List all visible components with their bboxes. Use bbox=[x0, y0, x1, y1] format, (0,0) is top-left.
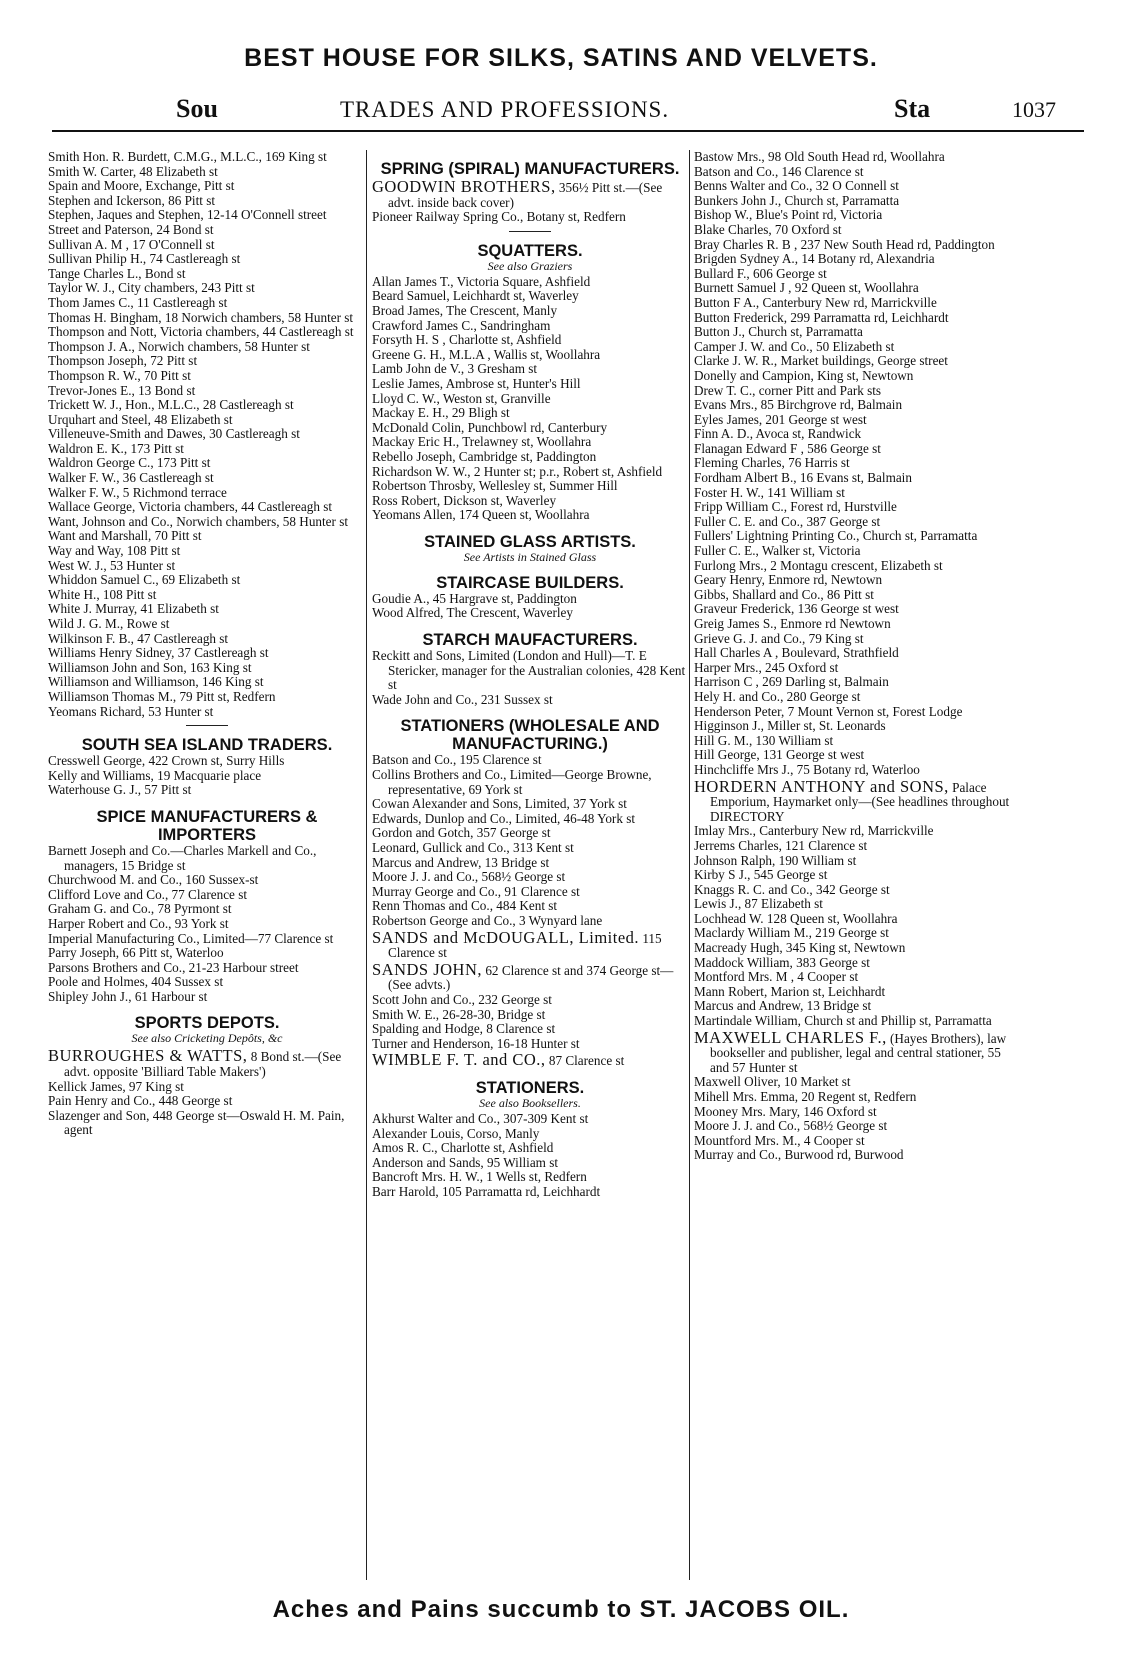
directory-entry: Crawford James C., Sandringham bbox=[372, 317, 551, 333]
directory-entry: Bastow Mrs., 98 Old South Head rd, Woollahra bbox=[694, 149, 945, 164]
directory-entry: Bancroft Mrs. H. W., 1 Wells st, Redfern bbox=[372, 1169, 587, 1185]
directory-entry: Amos R. C., Charlotte st, Ashfield bbox=[372, 1140, 554, 1156]
featured-detail: 356½ Pitt st.—(See advt. inside back cover) bbox=[388, 180, 663, 210]
directory-entry: Imperial Manufacturing Co., Limited—77 Clarence st bbox=[48, 930, 334, 946]
featured-detail: 62 Clarence st and 374 George st—(See advts.) bbox=[388, 962, 674, 993]
directory-entry: Lamb John de V., 3 Gresham st bbox=[372, 361, 538, 377]
directory-entry: Fuller C. E., Walker st, Victoria bbox=[694, 543, 861, 559]
directory-entry: Maxwell Oliver, 10 Market st bbox=[694, 1074, 851, 1090]
directory-entry: Eyles James, 201 George st west bbox=[694, 411, 867, 427]
section-see-also: See also Cricketing Depôts, &c bbox=[131, 1031, 283, 1046]
directory-entry: Sullivan Philip H., 74 Castlereagh st bbox=[48, 251, 241, 267]
directory-entry: Pain Henry and Co., 448 George st bbox=[48, 1093, 233, 1109]
column-1 bbox=[48, 150, 366, 1138]
directory-entry: Thompson J. A., Norwich chambers, 58 Hunter st bbox=[48, 338, 310, 354]
directory-entry: Yeomans Richard, 53 Hunter st bbox=[48, 703, 214, 719]
header-title: TRADES AND PROFESSIONS. bbox=[340, 97, 670, 122]
directory-entry: Marcus and Andrew, 13 Bridge st bbox=[372, 854, 550, 870]
directory-entry: Harrison C , 269 Darling st, Balmain bbox=[694, 674, 889, 690]
column-3 bbox=[694, 150, 1018, 1163]
section-see-also: See Artists in Stained Glass bbox=[463, 549, 597, 564]
directory-entry: Wallace George, Victoria chambers, 44 Castlereagh st bbox=[48, 499, 333, 515]
directory-entry: Fripp William C., Forest rd, Hurstville bbox=[694, 499, 897, 515]
directory-entry: Urquhart and Steel, 48 Elizabeth st bbox=[48, 411, 233, 427]
directory-entry: Villeneuve-Smith and Dawes, 30 Castlereagh st bbox=[48, 426, 300, 442]
directory-entry: Barnett Joseph and Co.—Charles Markell and Co., managers, 15 Bridge st bbox=[48, 842, 317, 873]
featured-detail: Palace Emporium, Haymarket only—(See headlines throughout DIRECTORY bbox=[710, 779, 1010, 824]
directory-entry: Mooney Mrs. Mary, 146 Oxford st bbox=[694, 1103, 877, 1119]
directory-entry: Walker F. W., 36 Castlereagh st bbox=[48, 470, 214, 486]
directory-entry: Fleming Charles, 76 Harris st bbox=[694, 455, 850, 471]
directory-entry: Smith Hon. R. Burdett, C.M.G., M.L.C., 169 King st bbox=[48, 149, 327, 164]
section-heading: SPORTS DEPOTS. bbox=[134, 1014, 280, 1033]
section-see-also: See also Booksellers. bbox=[479, 1095, 581, 1110]
directory-entry: Waldron E. K., 173 Pitt st bbox=[48, 440, 184, 456]
directory-entry: Way and Way, 108 Pitt st bbox=[48, 543, 181, 559]
column-divider bbox=[689, 150, 690, 1580]
directory-entry: Richardson W. W., 2 Hunter st; p.r., Robert st, Ashfield bbox=[372, 463, 663, 479]
directory-entry: Forsyth H. S , Charlotte st, Ashfield bbox=[372, 332, 562, 348]
directory-entry: Stephen and Ickerson, 86 Pitt st bbox=[48, 192, 216, 208]
directory-entry: Spalding and Hodge, 8 Clarence st bbox=[372, 1021, 556, 1037]
section-heading: STAINED GLASS ARTISTS. bbox=[424, 532, 636, 551]
featured-detail: 8 Bond st.—(See advt. opposite 'Billiard Table Makers') bbox=[64, 1049, 342, 1080]
featured-entry bbox=[372, 929, 688, 961]
header-right-guide: Sta bbox=[894, 94, 931, 123]
directory-entry: Walker F. W., 5 Richmond terrace bbox=[48, 484, 227, 500]
directory-entry: Churchwood M. and Co., 160 Sussex-st bbox=[48, 872, 259, 888]
directory-entry: Blake Charles, 70 Oxford st bbox=[694, 221, 842, 237]
directory-entry: Thomas H. Bingham, 18 Norwich chambers, 58 Hunter st bbox=[48, 309, 354, 325]
directory-entry: Hely H. and Co., 280 George st bbox=[694, 688, 861, 704]
directory-entry: Batson and Co., 195 Clarence st bbox=[372, 752, 542, 768]
directory-entry: Thom James C., 11 Castlereagh st bbox=[48, 294, 228, 310]
directory-entry: Barr Harold, 105 Parramatta rd, Leichhardt bbox=[372, 1183, 601, 1199]
directory-entry: Kirby S J., 545 George st bbox=[694, 867, 828, 883]
directory-entry: Kelly and Williams, 19 Macquarie place bbox=[48, 767, 262, 783]
directory-entry: Lochhead W. 128 Queen st, Woollahra bbox=[694, 910, 898, 926]
directory-entry: Scott John and Co., 232 George st bbox=[372, 991, 552, 1007]
directory-entry: Gordon and Gotch, 357 George st bbox=[372, 825, 551, 841]
directory-entry: Mackay Eric H., Trelawney st, Woollahra bbox=[372, 434, 592, 450]
directory-entry: Camper J. W. and Co., 50 Elizabeth st bbox=[694, 338, 895, 354]
directory-entry: Graveur Frederick, 136 George st west bbox=[694, 601, 899, 617]
featured-detail: (Hayes Brothers), law bookseller and publisher, legal and central stationer, 55 and 57 Hunter st bbox=[710, 1030, 1007, 1075]
directory-entry: Trickett W. J., Hon., M.L.C., 28 Castlereagh st bbox=[48, 397, 294, 413]
directory-entry: Street and Paterson, 24 Bond st bbox=[48, 221, 214, 237]
directory-entry: Edwards, Dunlop and Co., Limited, 46-48 York st bbox=[372, 810, 636, 826]
directory-entry: Parry Joseph, 66 Pitt st, Waterloo bbox=[48, 945, 224, 961]
section-heading: SOUTH SEA ISLAND TRADERS. bbox=[81, 736, 333, 755]
column-2 bbox=[372, 150, 688, 1199]
directory-entry: Mackay E. H., 29 Bligh st bbox=[372, 405, 510, 421]
directory-entry: Mihell Mrs. Emma, 20 Regent st, Redfern bbox=[694, 1089, 917, 1104]
directory-entry: Geary Henry, Enmore rd, Newtown bbox=[694, 572, 883, 588]
directory-entry: Martindale William, Church st and Phillip st, Parramatta bbox=[694, 1013, 992, 1029]
directory-entry: Smith W. E., 26-28-30, Bridge st bbox=[372, 1006, 546, 1022]
section-heading: STARCH MAUFACTURERS. bbox=[422, 631, 638, 650]
directory-entry: Graham G. and Co., 78 Pyrmont st bbox=[48, 901, 232, 917]
directory-entry: Beard Samuel, Leichhardt st, Waverley bbox=[372, 288, 579, 304]
directory-entry: Hall Charles A , Boulevard, Strathfield bbox=[694, 645, 899, 661]
directory-entry: West W. J., 53 Hunter st bbox=[48, 557, 176, 573]
directory-entry: Button J., Church st, Parramatta bbox=[694, 324, 863, 340]
directory-entry: Bunkers John J., Church st, Parramatta bbox=[694, 192, 900, 208]
directory-entry: Hill G. M., 130 William st bbox=[694, 732, 834, 748]
section-heading: SPICE MANUFACTURERS & IMPORTERS bbox=[96, 807, 318, 844]
featured-name: HORDERN ANTHONY and SONS, bbox=[694, 776, 949, 796]
bottom-banner: Aches and Pains succumb to ST. JACOBS OIL. bbox=[272, 1596, 850, 1623]
featured-name: GOODWIN BROTHERS, bbox=[372, 177, 556, 196]
directory-entry: Fuller C. E. and Co., 387 George st bbox=[694, 513, 881, 529]
directory-entry: White H., 108 Pitt st bbox=[48, 586, 157, 602]
header-left-guide: Sou bbox=[176, 94, 218, 123]
section-heading: STAIRCASE BUILDERS. bbox=[436, 573, 624, 592]
directory-entry: Williams Henry Sidney, 37 Castlereagh st bbox=[48, 645, 269, 661]
directory-entry: Mountford Mrs. M., 4 Cooper st bbox=[694, 1132, 865, 1148]
featured-entry bbox=[694, 778, 1018, 825]
column-divider bbox=[366, 150, 367, 1580]
directory-entry: Poole and Holmes, 404 Sussex st bbox=[48, 974, 224, 990]
directory-entry: Jerrems Charles, 121 Clarence st bbox=[694, 837, 868, 853]
directory-entry: Hill George, 131 George st west bbox=[694, 747, 865, 763]
directory-entry: Bishop W., Blue's Point rd, Victoria bbox=[694, 207, 883, 223]
directory-entry: Smith W. Carter, 48 Elizabeth st bbox=[48, 163, 218, 179]
directory-entry: Leslie James, Ambrose st, Hunter's Hill bbox=[372, 375, 581, 391]
directory-entry: Imlay Mrs., Canterbury New rd, Marrickville bbox=[694, 823, 934, 839]
featured-name: MAXWELL CHARLES F., bbox=[694, 1027, 887, 1047]
directory-entry: Goudie A., 45 Hargrave st, Paddington bbox=[372, 590, 577, 606]
directory-entry: Rebello Joseph, Cambridge st, Paddington bbox=[372, 448, 597, 464]
directory-entry: Anderson and Sands, 95 William st bbox=[372, 1154, 559, 1170]
directory-entry: Benns Walter and Co., 32 O Connell st bbox=[694, 178, 899, 194]
directory-entry: Cresswell George, 422 Crown st, Surry Hills bbox=[48, 753, 285, 769]
directory-entry: Wilkinson F. B., 47 Castlereagh st bbox=[48, 630, 229, 646]
featured-detail: 115 Clarence st bbox=[388, 930, 662, 961]
directory-entry: Renn Thomas and Co., 484 Kent st bbox=[372, 898, 558, 914]
directory-entry: Clarke J. W. R., Market buildings, George street bbox=[694, 353, 948, 369]
section-heading: STATIONERS. bbox=[475, 1078, 585, 1097]
directory-entry: Ross Robert, Dickson st, Waverley bbox=[372, 492, 557, 508]
directory-entry: Broad James, The Crescent, Manly bbox=[372, 302, 558, 318]
directory-entry: Turner and Henderson, 16-18 Hunter st bbox=[372, 1035, 580, 1051]
directory-entry: Harper Mrs., 245 Oxford st bbox=[694, 659, 839, 675]
directory-entry: Fordham Albert B., 16 Evans st, Balmain bbox=[694, 470, 912, 486]
directory-entry: Gibbs, Shallard and Co., 86 Pitt st bbox=[694, 586, 874, 602]
directory-entry: Greene G. H., M.L.A , Wallis st, Woollahra bbox=[372, 346, 601, 362]
directory-entry: Murray George and Co., 91 Clarence st bbox=[372, 883, 580, 899]
directory-entry: Williamson and Williamson, 146 King st bbox=[48, 674, 264, 690]
directory-entry: Lewis J., 87 Elizabeth st bbox=[694, 896, 823, 912]
directory-entry: Pioneer Railway Spring Co., Botany st, Redfern bbox=[372, 209, 626, 225]
directory-entry: White J. Murray, 41 Elizabeth st bbox=[48, 601, 219, 617]
directory-entry: Thompson and Nott, Victoria chambers, 44 Castlereagh st bbox=[48, 324, 354, 340]
directory-entry: Williamson John and Son, 163 King st bbox=[48, 659, 252, 675]
featured-detail: 87 Clarence st bbox=[545, 1053, 625, 1069]
directory-entry: Want and Marshall, 70 Pitt st bbox=[48, 528, 202, 544]
section-see-also: See also Graziers bbox=[487, 258, 573, 273]
directory-entry: Thompson R. W., 70 Pitt st bbox=[48, 367, 191, 383]
directory-entry: Collins Brothers and Co., Limited—George Browne, representative, 69 York st bbox=[372, 767, 652, 797]
directory-entry: Whiddon Samuel C., 69 Elizabeth st bbox=[48, 572, 241, 588]
directory-entry: Grieve G. J. and Co., 79 King st bbox=[694, 630, 864, 646]
directory-entry: Robertson Throsby, Wellesley st, Summer Hill bbox=[372, 478, 618, 494]
directory-entry: Foster H. W., 141 William st bbox=[694, 484, 845, 500]
directory-entry: Finn A. D., Avoca st, Randwick bbox=[694, 426, 862, 442]
section-heading: STATIONERS (WHOLESALE AND MANUFACTURING.) bbox=[400, 717, 660, 754]
directory-entry: Clifford Love and Co., 77 Clarence st bbox=[48, 886, 247, 902]
directory-entry: Batson and Co., 146 Clarence st bbox=[694, 163, 864, 179]
directory-entry: Murray and Co., Burwood rd, Burwood bbox=[694, 1147, 904, 1163]
directory-entry: Mann Robert, Marion st, Leichhardt bbox=[694, 983, 886, 999]
directory-entry: Parsons Brothers and Co., 21-23 Harbour street bbox=[48, 959, 299, 975]
top-banner: BEST HOUSE FOR SILKS, SATINS AND VELVETS. bbox=[244, 44, 878, 72]
directory-entry: Maddock William, 383 George st bbox=[694, 954, 870, 970]
section-heading: SPRING (SPIRAL) MANUFACTURERS. bbox=[380, 160, 680, 178]
directory-entry: Macready Hugh, 345 King st, Newtown bbox=[694, 940, 906, 956]
directory-entry: Allan James T., Victoria Square, Ashfield bbox=[372, 273, 591, 289]
directory-entry: Greig James S., Enmore rd Newtown bbox=[694, 616, 891, 631]
directory-entry: Cowan Alexander and Sons, Limited, 37 York st bbox=[372, 796, 627, 812]
directory-entry: Evans Mrs., 85 Birchgrove rd, Balmain bbox=[694, 397, 903, 413]
directory-entry: Brigden Sydney A., 14 Botany rd, Alexandria bbox=[694, 251, 935, 267]
section-heading: SQUATTERS. bbox=[477, 241, 583, 260]
directory-entry: Sullivan A. M , 17 O'Connell st bbox=[48, 236, 215, 252]
directory-entry: Hinchcliffe Mrs J., 75 Botany rd, Waterloo bbox=[694, 761, 920, 777]
directory-entry: Yeomans Allen, 174 Queen st, Woollahra bbox=[372, 507, 590, 523]
featured-entry bbox=[48, 1047, 366, 1079]
directory-entry: Want, Johnson and Co., Norwich chambers, 58 Hunter st bbox=[48, 513, 349, 529]
directory-entry: Robertson George and Co., 3 Wynyard lane bbox=[372, 912, 603, 928]
directory-entry: Stephen, Jaques and Stephen, 12-14 O'Connell street bbox=[48, 207, 327, 223]
featured-entry bbox=[372, 961, 688, 993]
directory-entry: Johnson Ralph, 190 William st bbox=[694, 852, 857, 868]
directory-entry: Tange Charles L., Bond st bbox=[48, 265, 186, 281]
directory-entry: Alexander Louis, Corso, Manly bbox=[372, 1125, 540, 1141]
directory-entry: Maclardy William M., 219 George st bbox=[694, 925, 889, 941]
featured-name: SANDS JOHN, bbox=[372, 959, 483, 979]
directory-entry: Wade John and Co., 231 Sussex st bbox=[372, 691, 553, 707]
directory-entry: Flanagan Edward F , 586 George st bbox=[694, 440, 881, 456]
page-number: 1037 bbox=[1012, 97, 1056, 122]
featured-name: BURROUGHES & WATTS, bbox=[48, 1046, 248, 1066]
directory-entry: Fullers' Lightning Printing Co., Church st, Parramatta bbox=[694, 528, 978, 544]
directory-entry: Moore J. J. and Co., 568½ George st bbox=[372, 869, 566, 885]
directory-entry: Shipley John J., 61 Harbour st bbox=[48, 988, 208, 1004]
section-rule bbox=[509, 231, 551, 232]
directory-entry: Wood Alfred, The Crescent, Waverley bbox=[372, 605, 573, 621]
directory-entry: Moore J. J. and Co., 568½ George st bbox=[694, 1118, 888, 1134]
directory-entry: Button F A., Canterbury New rd, Marrickville bbox=[694, 294, 937, 310]
directory-entry: Spain and Moore, Exchange, Pitt st bbox=[48, 178, 235, 194]
directory-entry: Akhurst Walter and Co., 307-309 Kent st bbox=[372, 1110, 589, 1126]
directory-entry: Donelly and Campion, King st, Newtown bbox=[694, 367, 914, 383]
directory-entry: McDonald Colin, Punchbowl rd, Canterbury bbox=[372, 419, 608, 435]
featured-entry bbox=[372, 178, 688, 210]
directory-entry: Reckitt and Sons, Limited (London and Hull)—T. E Stericker, manager for the Australian colonies, 428 Kent st bbox=[372, 648, 686, 693]
directory-entry: Henderson Peter, 7 Mount Vernon st, Forest Lodge bbox=[694, 703, 963, 719]
directory-entry: Lloyd C. W., Weston st, Granville bbox=[372, 390, 551, 406]
directory-entry: Bray Charles R. B , 237 New South Head rd, Paddington bbox=[694, 236, 995, 252]
directory-entry: Thompson Joseph, 72 Pitt st bbox=[48, 353, 198, 369]
directory-entry: Waterhouse G. J., 57 Pitt st bbox=[48, 782, 192, 798]
featured-entry bbox=[372, 1051, 688, 1069]
directory-entry: Marcus and Andrew, 13 Bridge st bbox=[694, 998, 872, 1014]
directory-entry: Waldron George C., 173 Pitt st bbox=[48, 455, 211, 471]
featured-entry bbox=[694, 1029, 1018, 1076]
directory-entry: Williamson Thomas M., 79 Pitt st, Redfern bbox=[48, 688, 276, 704]
directory-entry: Montford Mrs. M , 4 Cooper st bbox=[694, 969, 859, 985]
featured-name: WIMBLE F. T. and CO., bbox=[372, 1050, 546, 1070]
directory-entry: Drew T. C., corner Pitt and Park sts bbox=[694, 382, 882, 398]
directory-entry: Kellick James, 97 King st bbox=[48, 1078, 184, 1094]
directory-entry: Trevor-Jones E., 13 Bond st bbox=[48, 382, 196, 398]
directory-entry: Higginson J., Miller st, St. Leonards bbox=[694, 718, 886, 734]
directory-entry: Furlong Mrs., 2 Montagu crescent, Elizabeth st bbox=[694, 557, 943, 573]
page-header bbox=[52, 94, 1084, 132]
directory-entry: Taylor W. J., City chambers, 243 Pitt st bbox=[48, 280, 255, 296]
featured-name: SANDS and McDOUGALL, Limited. bbox=[372, 927, 640, 947]
directory-entry: Slazenger and Son, 448 George st—Oswald H. M. Pain, agent bbox=[48, 1107, 345, 1138]
directory-entry: Button Frederick, 299 Parramatta rd, Leichhardt bbox=[694, 309, 949, 325]
directory-entry: Wild J. G. M., Rowe st bbox=[48, 616, 170, 631]
section-rule bbox=[186, 725, 228, 726]
directory-entry: Burnett Samuel J , 92 Queen st, Woollahra bbox=[694, 280, 919, 296]
directory-entry: Knaggs R. C. and Co., 342 George st bbox=[694, 881, 890, 897]
directory-entry: Leonard, Gullick and Co., 313 Kent st bbox=[372, 840, 574, 855]
directory-entry: Harper Robert and Co., 93 York st bbox=[48, 915, 229, 931]
directory-entry: Bullard F., 606 George st bbox=[694, 265, 827, 281]
